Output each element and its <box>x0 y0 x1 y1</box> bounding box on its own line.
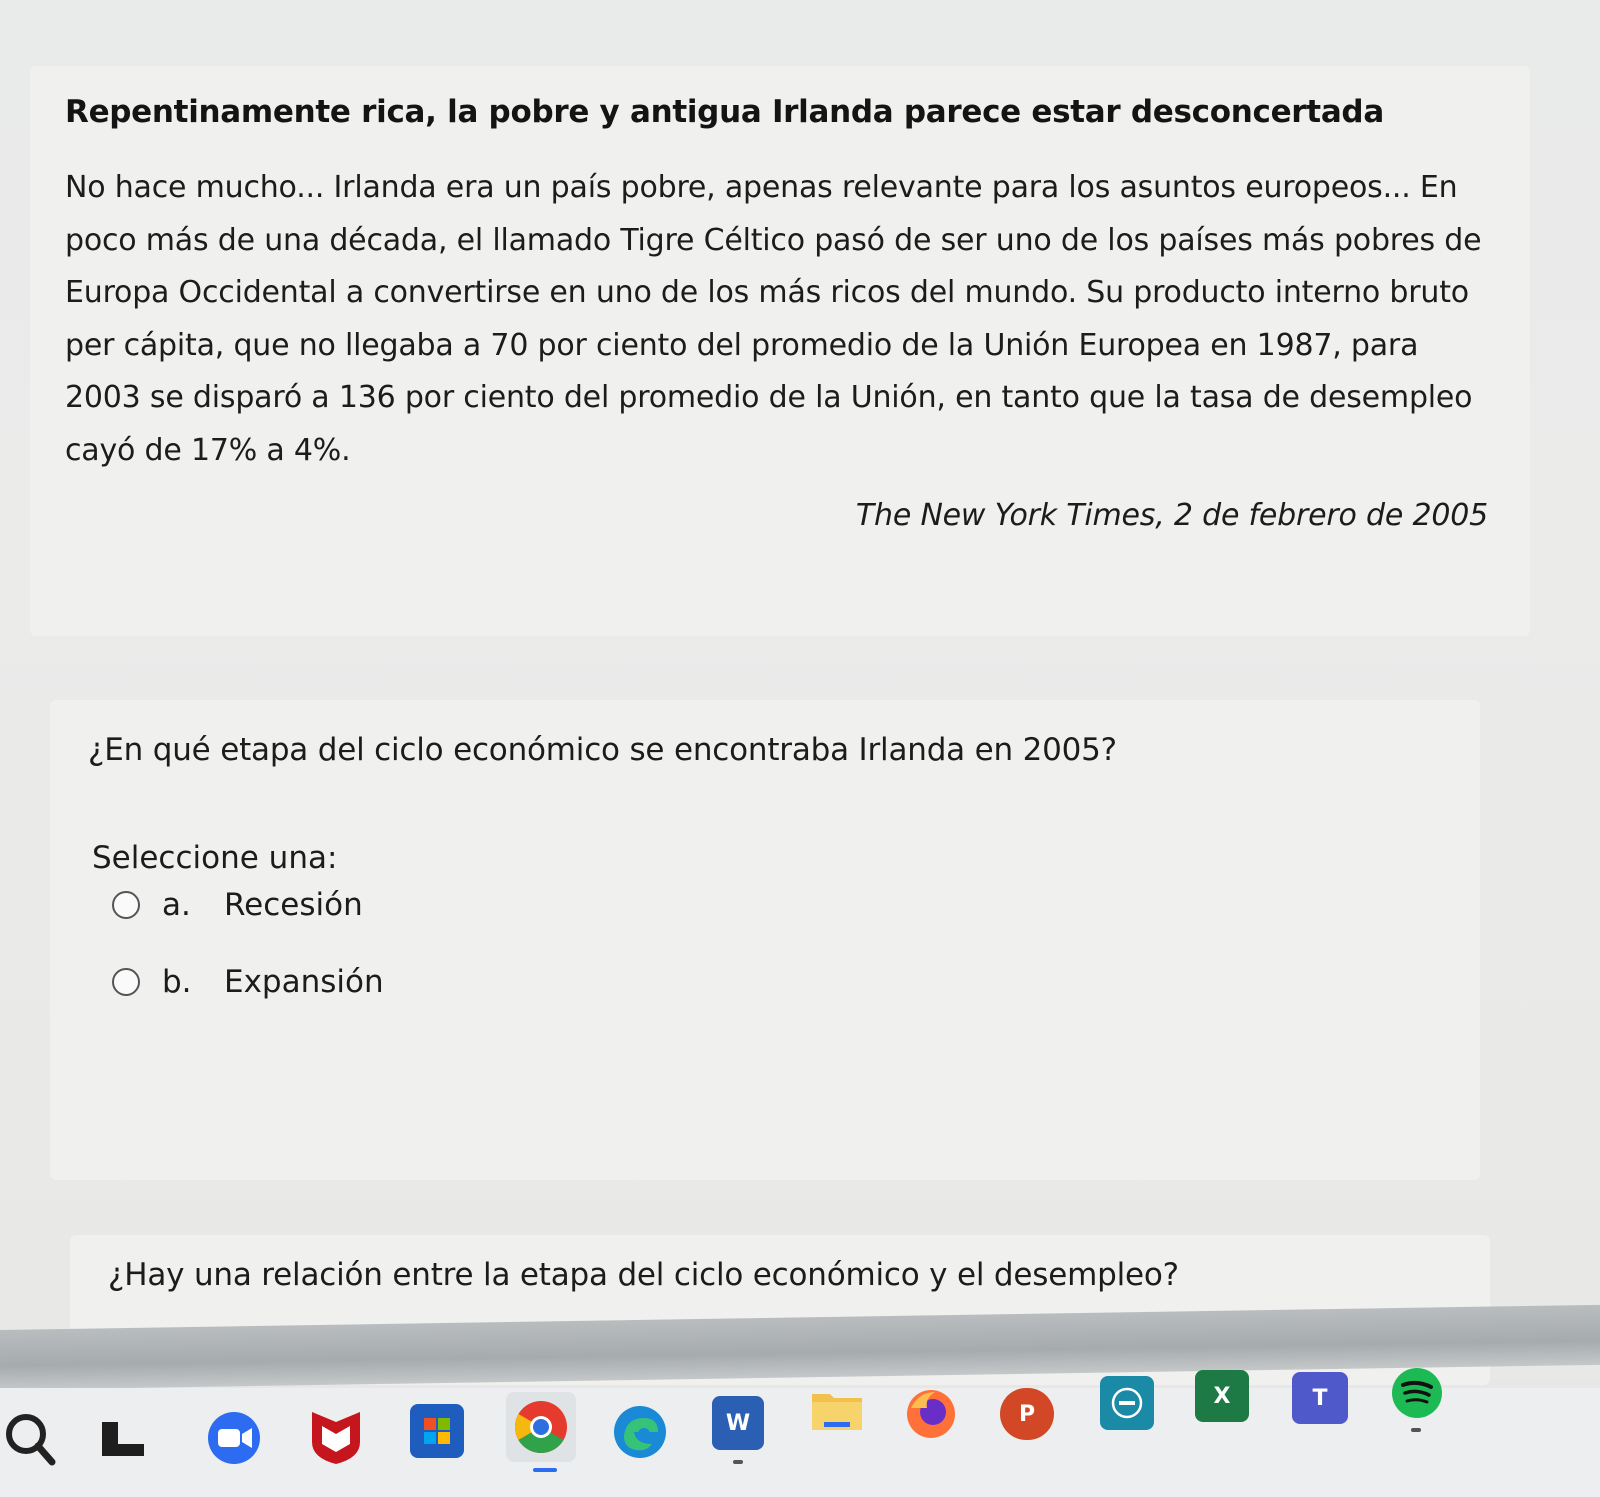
option-a-letter: a. <box>162 887 191 923</box>
taskbar <box>0 1383 1600 1497</box>
search-icon[interactable] <box>2 1410 58 1466</box>
spotify-icon[interactable] <box>1390 1366 1444 1420</box>
option-b-letter: b. <box>162 964 192 1000</box>
file-explorer-icon[interactable] <box>810 1388 864 1434</box>
running-indicator-word <box>733 1460 743 1464</box>
radio-button-b[interactable] <box>112 968 140 996</box>
question-2-text: ¿Hay una relación entre la etapa del ciclo económico y el desempleo? <box>108 1257 1179 1293</box>
word-icon[interactable]: W <box>712 1396 764 1450</box>
article-card <box>30 66 1530 636</box>
task-view-icon[interactable] <box>100 1416 148 1460</box>
microsoft-store-icon[interactable] <box>410 1404 464 1458</box>
option-a[interactable] <box>112 885 363 925</box>
question-card-1 <box>50 700 1480 1180</box>
question-1-text: ¿En qué etapa del ciclo económico se encontraba Irlanda en 2005? <box>88 732 1117 768</box>
radio-button-a[interactable] <box>112 891 140 919</box>
dell-icon[interactable] <box>1100 1376 1154 1430</box>
powerpoint-icon[interactable]: P <box>1000 1388 1054 1440</box>
option-b[interactable] <box>112 962 384 1002</box>
chrome-icon[interactable] <box>506 1392 576 1462</box>
firefox-icon[interactable] <box>905 1388 957 1440</box>
select-one-label: Seleccione una: <box>92 840 338 876</box>
excel-icon[interactable]: X <box>1195 1370 1249 1422</box>
active-app-indicator <box>533 1468 557 1472</box>
option-a-label[interactable]: Recesión <box>224 887 363 923</box>
mcafee-icon[interactable] <box>308 1408 364 1466</box>
teams-icon[interactable]: T <box>1292 1372 1348 1424</box>
article-title: Repentinamente rica, la pobre y antigua Irlanda parece estar desconcertada <box>65 94 1384 130</box>
article-body: No hace mucho... Irlanda era un país pobre, apenas relevante para los asuntos europeos... En poco más de una década, el llamado Tigre Céltico pasó de ser uno de los países más pobres de Europa Occidental a convertirse en uno de los más ricos del mundo. Su producto interno bruto per cápita, que no llegaba a 70 por ciento del promedio de la Unión Europea en 1987, para 2003 se disparó a 136 por ciento del promedio de la Unión, en tanto que la tasa de desempleo cayó de 17% a 4%. <box>65 170 1482 468</box>
running-indicator-spotify <box>1411 1428 1421 1432</box>
zoom-icon[interactable] <box>206 1410 262 1466</box>
article-source: The New York Times, 2 de febrero de 2005 <box>855 498 1488 533</box>
option-b-label[interactable]: Expansión <box>224 964 384 1000</box>
edge-icon[interactable] <box>612 1404 668 1460</box>
